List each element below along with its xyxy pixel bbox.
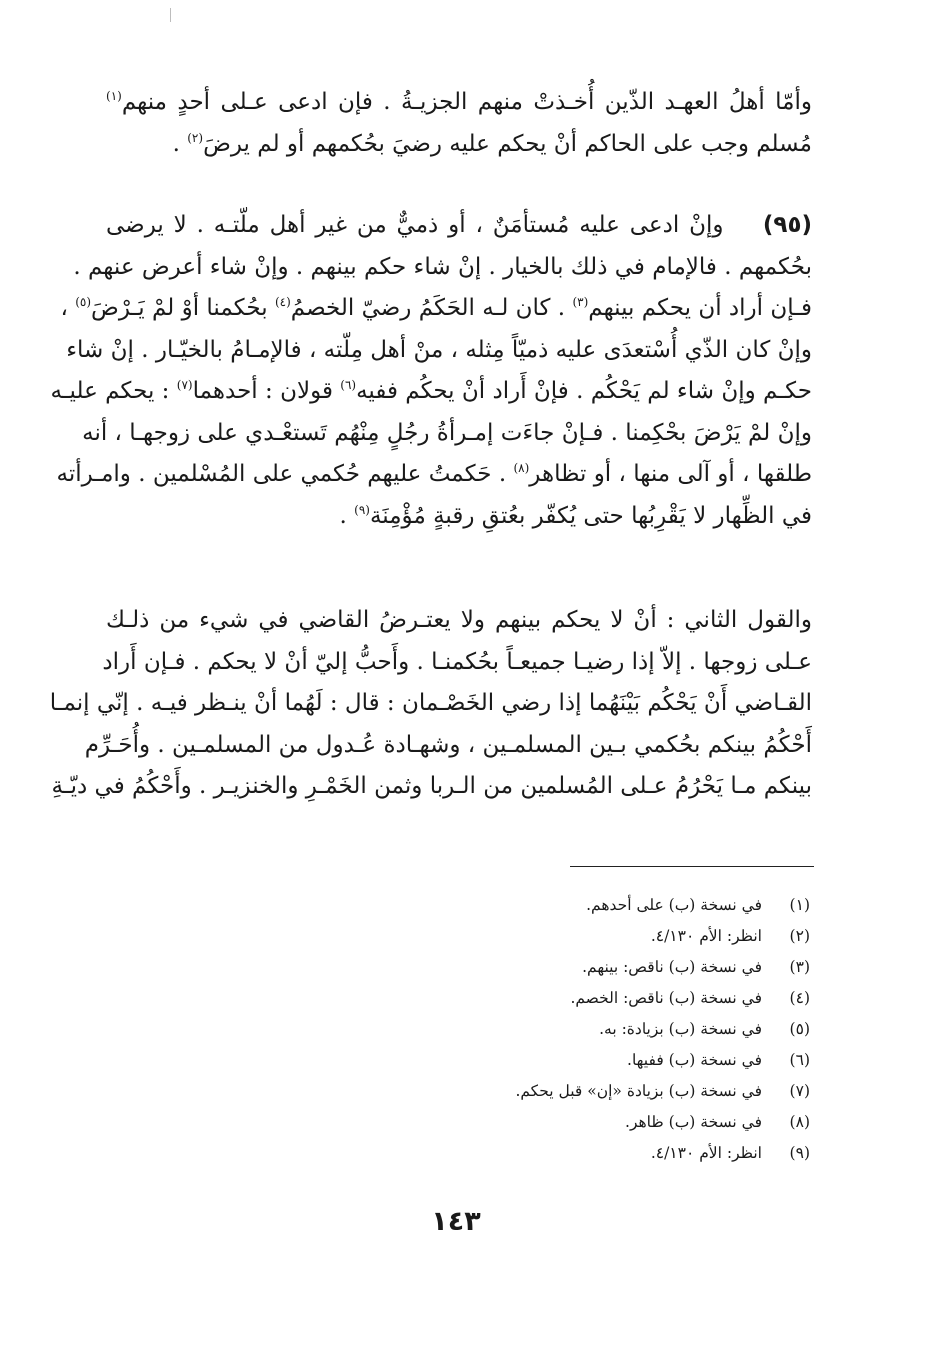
footnote-item [300,921,810,952]
footnote-item [300,1107,810,1138]
footnote-item [300,890,810,921]
footnote-number: (٣) [789,958,810,976]
text-segment: . كان لـه الحَكَمُ رضيّ الخصمُ [290,295,573,321]
footnote-text: انظر: الأم ٤/١٣٠. [650,927,762,945]
footnote-text: في نسخة (ب) ناقص: الخصم. [570,989,762,1007]
text-segment: . [172,130,188,157]
footnote-ref[interactable]: (٤) [274,295,291,309]
text-line [102,642,812,684]
footnote-number: (٤) [789,989,810,1007]
text-segment: . حَكمتُ عليهم حُكمي على المُسْلمين . وامـرأته [56,461,514,487]
text-segment: وإنْ كان الذّي أُسْتعدَى عليه ذميّاً مِثله ، منْ أهل مِلّته ، فالإمـامُ بالخيّـار . إنْ شاء [66,336,812,363]
text-line [51,766,812,808]
text-line [82,413,812,455]
footnote-number: (٧) [789,1082,810,1100]
text-segment: بينكم مـا يَحْرُمُ عـلى المُسلمين من الـربا وثمن الخَمْـرِ والخنزيـر . وأَحْكُمُ في ديّـةِ [51,773,812,799]
text-segment: فـإن أراد أن يحكم بينهم [588,295,812,321]
page-number: ١٤٣ [431,1206,481,1237]
footnote-number: (٦) [789,1051,810,1069]
text-line [84,725,812,767]
footnote-ref[interactable]: (١) [106,89,122,103]
text-line [106,496,812,538]
paragraph-3 [49,600,812,808]
text-segment: وإنْ لمْ يَرْضَ بحْكِمنا . فـإنْ جاءَت إمـرأةُ رجُلٍ مِنْهُم تَستعْـدي على زوجهـا ، أنه [82,419,812,446]
text-line [50,371,812,413]
footnote-ref[interactable]: (٥) [75,295,92,309]
footnote-number: (٨) [789,1113,810,1131]
text-line [106,82,812,124]
text-segment: ، [60,295,76,321]
text-segment: حكـم وإنْ شاء لم يَحْكُم . فإنْ أَراد أنْ يحكُم ففيه [356,378,812,404]
footnote-text: في نسخة (ب) على أحدهم. [586,896,762,914]
footnote-ref[interactable]: (٩) [354,502,370,517]
text-segment: القـاضي أَنْ يَحْكُم بَيْنَهُما إذا رضي الخَصْـمان : قال : لَهُما أنْ ينـظر فيـه . إنّي إنمـا [49,690,812,716]
text-segment: : يحكم عليـه [50,378,177,404]
text-segment: وإنْ ادعى عليه مُستأمَنٌ ، أو ذميٌّ من غير أهل ملّتـه . لا يرضى [106,212,724,238]
text-line [106,205,812,247]
footnote-ref[interactable]: (٧) [176,378,193,392]
footnote-text: في نسخة (ب) بزيادة «إن» قبل يحكم. [515,1082,762,1100]
text-segment: عـلى زوجها . إلاّ إذا رضيـا جميعـاً بحُكمنـا . وأَحبُّ إليّ أنْ لا يحكم . فـإن أَراد [102,648,812,675]
text-segment: بحُكمهم . فالإمام في ذلك بالخيار . إنْ شاء حكم بينهم . وإنْ شاء أعرض عنهم . [73,253,812,280]
text-segment: أَحْكُمُ بينكم بحُكمي بـين المسلمـين ، وشهـادة عُـدول من المسلمـين . وأُحَـرِّم [84,731,812,758]
text-segment: قولان : أحدهما [192,378,341,404]
text-line [106,600,812,642]
footnote-number: (٥) [789,1020,810,1038]
text-segment: . [339,502,355,529]
footnote-text: في نسخة (ب) بزيادة: به. [599,1020,762,1038]
text-segment: مُسلم وجب على الحاكم أنْ يحكم عليه رضيَ بحُكمهم أو لم يرضَ [203,130,812,157]
text-line [49,683,812,725]
text-line [60,288,812,330]
footnote-ref[interactable]: (٢) [187,130,204,145]
footnote-item [300,1014,810,1045]
paragraph-1 [106,82,812,165]
footnote-number: (٩) [789,1144,810,1162]
text-segment: بحُكمنا أوْ لمْ يَـرْضَ [91,295,275,321]
footnote-text: في نسخة (ب) ناقص: بينهم. [582,958,762,976]
footnote-number: (١) [789,896,810,914]
footnote-number: (٢) [789,927,810,945]
footnote-item [300,1076,810,1107]
text-segment: في الظِّهار لا يَقْرِبُها حتى يُكفّر بعُتقِ رقبةٍ مُؤْمِنَة [369,502,812,529]
text-segment: والقول الثاني : أنْ لا يحكم بينهم ولا يعتـرضُ القاضي في شيء من ذلـك [106,607,812,633]
text-segment: طلقها ، أو آلى منها ، أو تظاهر [529,461,812,487]
footnote-text: انظر: الأم ٤/١٣٠. [650,1144,762,1162]
footnotes-list [300,890,810,1169]
text-line [56,454,812,496]
text-segment: وأمّا أهلُ العهـد الذّين أُخـذتْ منهم الجزيـةُ . فإن ادعى عـلى أحدٍ منهم [121,89,812,115]
footnote-item [300,1138,810,1169]
paragraph-2 [50,205,812,537]
footnote-text: في نسخة (ب) ظاهر. [625,1113,762,1131]
footnote-ref[interactable]: (٣) [572,295,589,309]
footnote-item [300,983,810,1014]
footnote-item [300,1045,810,1076]
footnote-ref[interactable]: (٦) [340,378,357,392]
text-line [106,124,812,166]
text-line [66,330,812,372]
footnote-text: في نسخة (ب) ففيها. [627,1051,762,1069]
section-number: (٩٥) [762,212,812,238]
scan-artifact-mark [170,8,171,22]
footnote-separator [570,866,814,867]
footnote-item [300,952,810,983]
text-line [73,247,812,289]
footnote-ref[interactable]: (٨) [513,461,530,475]
